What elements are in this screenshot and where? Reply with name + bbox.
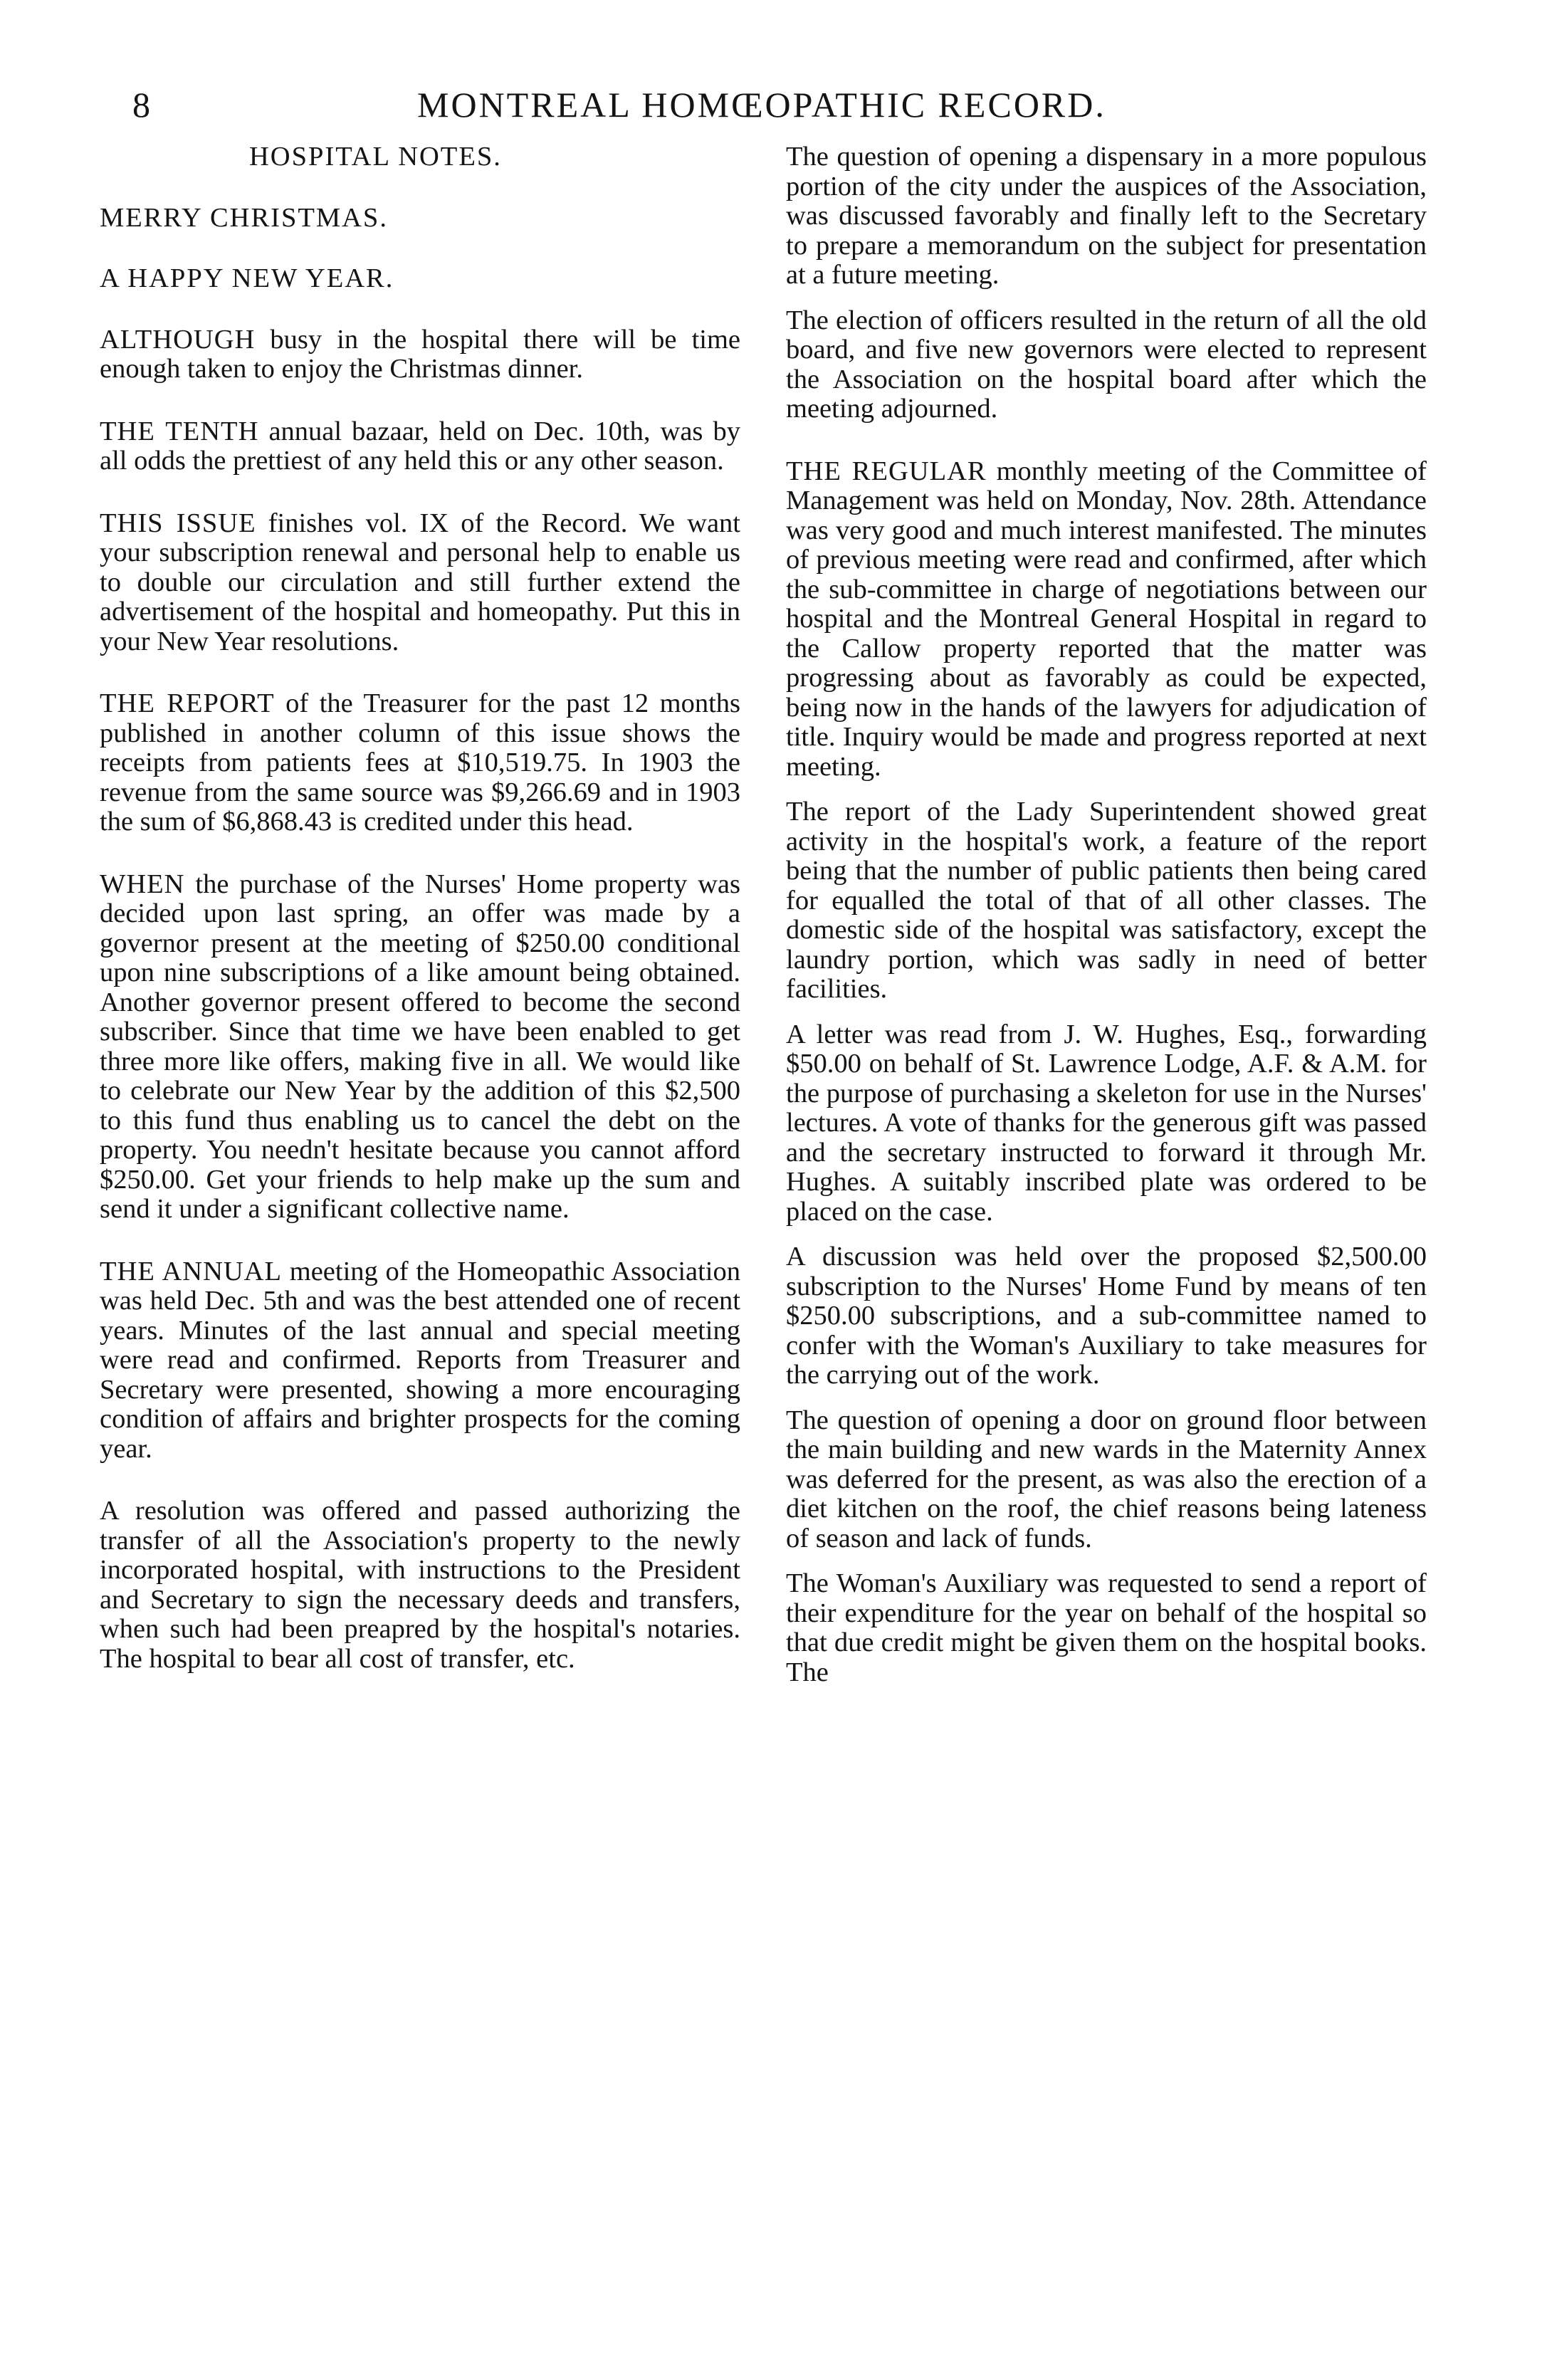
paragraph-lead: ALTHOUGH (100, 324, 256, 355)
paragraph-subscription-discussion: A discussion was held over the proposed $2,500.00 subscription to the Nurses' Home Fund by means of ten $250.00 subscriptions, and a sub-committee named to confer with the Woman's Auxiliary to take measures for the carrying out of the work. (786, 1242, 1427, 1390)
paragraph-body: of the Treasurer for the past 12 months published in another column of this issue shows the receipts from patients fees at $10,519.75. In 1903 the revenue from the same source was $9,266.69 and in 1903 the sum of $6,868.43 is credited under this head. (100, 688, 740, 837)
left-column (100, 142, 740, 1707)
paragraph-regular-meeting (786, 457, 1427, 782)
paragraph-lead: WHEN (100, 869, 185, 899)
paragraph-lead: THE ANNUAL (100, 1256, 283, 1286)
right-column (786, 142, 1427, 1703)
running-title: MONTREAL HOMŒOPATHIC RECORD. (417, 85, 1106, 125)
greeting-happy-new-year: A HAPPY NEW YEAR. (100, 263, 394, 293)
paragraph-body: the purchase of the Nurses' Home property was decided upon last spring, an offer was made by a governor present at the meeting of $250.00 conditional upon nine subscriptions of a like amount being obtained. Another governor present offered to become the second subscriber. Since that time we have been enabled to get three more like offers, making five in all. We would like to celebrate our New Year by the addition of this $2,500 to this fund thus enabling us to cancel the debt on the property. You needn't hesitate because you cannot afford $250.00. Get your friends to help make up the sum and send it under a significant collective name. (100, 869, 740, 1224)
paragraph-treasurer-report (100, 689, 740, 837)
paragraph-lady-superintendent: The report of the Lady Superintendent showed great activity in the hospital's work, a feature of the report being that the number of public patients then being cared for equalled the total of that of all other classes. The domestic side of the hospital was satisfactory, except the laundry portion, which was sadly in need of better facilities. (786, 797, 1427, 1004)
page-number: 8 (132, 85, 152, 125)
greeting-merry-christmas: MERRY CHRISTMAS. (100, 202, 388, 233)
paragraph-lead: THIS ISSUE (100, 508, 256, 538)
paragraph-dispensary: The question of opening a dispensary in a more populous portion of the city under the auspices of the Association, was discussed favorably and finally left to the Secretary to prepare a memorandum on the subject for presentation at a future meeting. (786, 142, 1427, 290)
section-title: HOSPITAL NOTES. (249, 142, 502, 172)
paragraph-body: annual bazaar, held on Dec. 10th, was by all odds the prettiest of any held this or any other season. (100, 416, 740, 476)
paragraph-maternity-annex: The question of opening a door on ground floor between the main building and new wards in the Maternity Annex was deferred for the present, as was also the erection of a diet kitchen on the roof, the chief reasons being lateness of season and lack of funds. (786, 1405, 1427, 1553)
paragraph-annual-meeting (100, 1257, 740, 1464)
paragraph-body: busy in the hospital there will be time enough taken to enjoy the Christmas dinner. (100, 324, 740, 384)
paragraph-womans-auxiliary: The Woman's Auxiliary was requested to send a report of their expenditure for the year on behalf of the hospital so that due credit might be given them on the hospital books. The (786, 1568, 1427, 1687)
paragraph-letter-hughes: A letter was read from J. W. Hughes, Esq., forwarding $50.00 on behalf of St. Lawrence Lodge, A.F. & A.M. for the purpose of purchasing a skeleton for use in the Nurses' lectures. A vote of thanks for the generous gift was passed and the secretary instructed to forward it through Mr. Hughes. A suitably inscribed plate was ordered to be placed on the case. (786, 1019, 1427, 1227)
paragraph-christmas-dinner (100, 325, 740, 384)
paragraph-body: meeting of the Homeopathic Association was held Dec. 5th and was the best attended one of recent years. Minutes of the last annual and special meeting were read and confirmed. Reports from Treasurer and Secretary were presented, showing a more encouraging condition of affairs and brighter prospects for the coming year. (100, 1256, 740, 1464)
paragraph-resolution: A resolution was offered and passed authorizing the transfer of all the Association's property to the newly incorporated hospital, with instructions to the President and Secretary to sign the necessary deeds and transfers, when such had been preapred by the hospital's notaries. The hospital to bear all cost of transfer, etc. (100, 1496, 740, 1674)
paragraph-bazaar (100, 417, 740, 476)
paragraph-this-issue (100, 509, 740, 657)
paragraph-election: The election of officers resulted in the return of all the old board, and five new governors were elected to represent the Association on the hospital board after which the meeting adjourned. (786, 305, 1427, 424)
paragraph-nurses-home (100, 870, 740, 1225)
paragraph-lead: THE REPORT (100, 688, 275, 718)
paragraph-lead: THE TENTH (100, 416, 259, 446)
paragraph-body: monthly meeting of the Committee of Management was held on Monday, Nov. 28th. Attendance was very good and much interest manifested. The minutes of previous meeting were read and confirmed, after which the sub-committee in charge of negotiations between our hospital and the Montreal General Hospital in regard to the Callow property reported that the matter was progressing about as favorably as could be expected, being now in the hands of the lawyers for adjudication of title. Inquiry would be made and progress reported at next meeting. (786, 456, 1427, 782)
paragraph-body: finishes vol. IX of the Record. We want your subscription renewal and personal help to enable us to double our circulation and still further extend the advertisement of the hospital and homeopathy. Put this in your New Year resolutions. (100, 508, 740, 656)
paragraph-lead: THE REGULAR (786, 456, 987, 486)
